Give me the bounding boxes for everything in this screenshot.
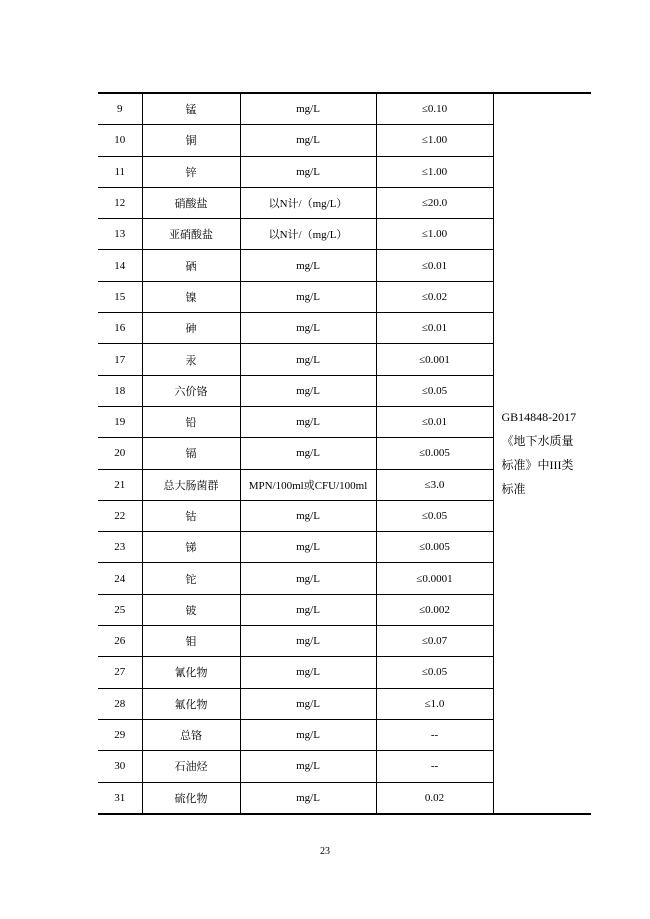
item-name: 铍 — [142, 594, 240, 625]
limit-value: ≤0.10 — [376, 93, 493, 125]
row-number: 26 — [98, 626, 142, 657]
limit-value: ≤1.00 — [376, 156, 493, 187]
row-number: 22 — [98, 500, 142, 531]
limit-value: ≤20.0 — [376, 187, 493, 218]
item-name: 砷 — [142, 313, 240, 344]
item-name: 铊 — [142, 563, 240, 594]
unit: mg/L — [240, 782, 376, 814]
unit: mg/L — [240, 406, 376, 437]
item-name: 铅 — [142, 406, 240, 437]
unit: 以N计/（mg/L） — [240, 187, 376, 218]
limit-value: ≤0.0001 — [376, 563, 493, 594]
limit-value: ≤1.00 — [376, 125, 493, 156]
unit: mg/L — [240, 657, 376, 688]
limit-value: ≤0.01 — [376, 250, 493, 281]
limit-value: ≤0.05 — [376, 375, 493, 406]
item-name: 铜 — [142, 125, 240, 156]
row-number: 31 — [98, 782, 142, 814]
limit-value: ≤0.02 — [376, 281, 493, 312]
limit-value: ≤0.01 — [376, 313, 493, 344]
standards-table-body — [98, 93, 591, 814]
item-name: 硝酸盐 — [142, 187, 240, 218]
limit-value: ≤0.005 — [376, 438, 493, 469]
unit: mg/L — [240, 344, 376, 375]
item-name: 镉 — [142, 438, 240, 469]
unit: mg/L — [240, 250, 376, 281]
unit: mg/L — [240, 93, 376, 125]
limit-value: ≤0.07 — [376, 626, 493, 657]
unit: mg/L — [240, 751, 376, 782]
row-number: 27 — [98, 657, 142, 688]
item-name: 硫化物 — [142, 782, 240, 814]
row-number: 29 — [98, 719, 142, 750]
item-name: 氰化物 — [142, 657, 240, 688]
unit: mg/L — [240, 313, 376, 344]
unit: mg/L — [240, 563, 376, 594]
row-number: 11 — [98, 156, 142, 187]
row-number: 23 — [98, 532, 142, 563]
row-number: 20 — [98, 438, 142, 469]
item-name: 镍 — [142, 281, 240, 312]
limit-value: ≤0.001 — [376, 344, 493, 375]
unit: mg/L — [240, 156, 376, 187]
row-number: 16 — [98, 313, 142, 344]
limit-value: ≤0.05 — [376, 657, 493, 688]
row-number: 15 — [98, 281, 142, 312]
unit: mg/L — [240, 626, 376, 657]
limit-value: 0.02 — [376, 782, 493, 814]
row-number: 19 — [98, 406, 142, 437]
item-name: 硒 — [142, 250, 240, 281]
row-number: 28 — [98, 688, 142, 719]
limit-value: -- — [376, 719, 493, 750]
limit-value: ≤0.005 — [376, 532, 493, 563]
unit: mg/L — [240, 125, 376, 156]
unit: mg/L — [240, 688, 376, 719]
item-name: 氟化物 — [142, 688, 240, 719]
row-number: 18 — [98, 375, 142, 406]
standard-remark: GB14848-2017《地下水质量标准》中III类标准 — [493, 93, 591, 814]
table-row — [98, 93, 591, 125]
row-number: 24 — [98, 563, 142, 594]
row-number: 14 — [98, 250, 142, 281]
unit: mg/L — [240, 594, 376, 625]
row-number: 25 — [98, 594, 142, 625]
unit: mg/L — [240, 375, 376, 406]
row-number: 17 — [98, 344, 142, 375]
limit-value: -- — [376, 751, 493, 782]
limit-value: ≤1.0 — [376, 688, 493, 719]
row-number: 13 — [98, 219, 142, 250]
unit: mg/L — [240, 532, 376, 563]
row-number: 10 — [98, 125, 142, 156]
item-name: 锑 — [142, 532, 240, 563]
unit: MPN/100ml或CFU/100ml — [240, 469, 376, 500]
limit-value: ≤1.00 — [376, 219, 493, 250]
page-number: 23 — [320, 846, 330, 857]
row-number: 12 — [98, 187, 142, 218]
standards-table — [98, 92, 591, 815]
item-name: 总大肠菌群 — [142, 469, 240, 500]
limit-value: ≤3.0 — [376, 469, 493, 500]
item-name: 石油烃 — [142, 751, 240, 782]
item-name: 锌 — [142, 156, 240, 187]
item-name: 总铬 — [142, 719, 240, 750]
unit: 以N计/（mg/L） — [240, 219, 376, 250]
limit-value: ≤0.05 — [376, 500, 493, 531]
unit: mg/L — [240, 281, 376, 312]
row-number: 30 — [98, 751, 142, 782]
item-name: 汞 — [142, 344, 240, 375]
item-name: 钴 — [142, 500, 240, 531]
row-number: 21 — [98, 469, 142, 500]
unit: mg/L — [240, 500, 376, 531]
item-name: 亚硝酸盐 — [142, 219, 240, 250]
limit-value: ≤0.002 — [376, 594, 493, 625]
item-name: 六价铬 — [142, 375, 240, 406]
item-name: 锰 — [142, 93, 240, 125]
unit: mg/L — [240, 719, 376, 750]
row-number: 9 — [98, 93, 142, 125]
unit: mg/L — [240, 438, 376, 469]
item-name: 钼 — [142, 626, 240, 657]
limit-value: ≤0.01 — [376, 406, 493, 437]
